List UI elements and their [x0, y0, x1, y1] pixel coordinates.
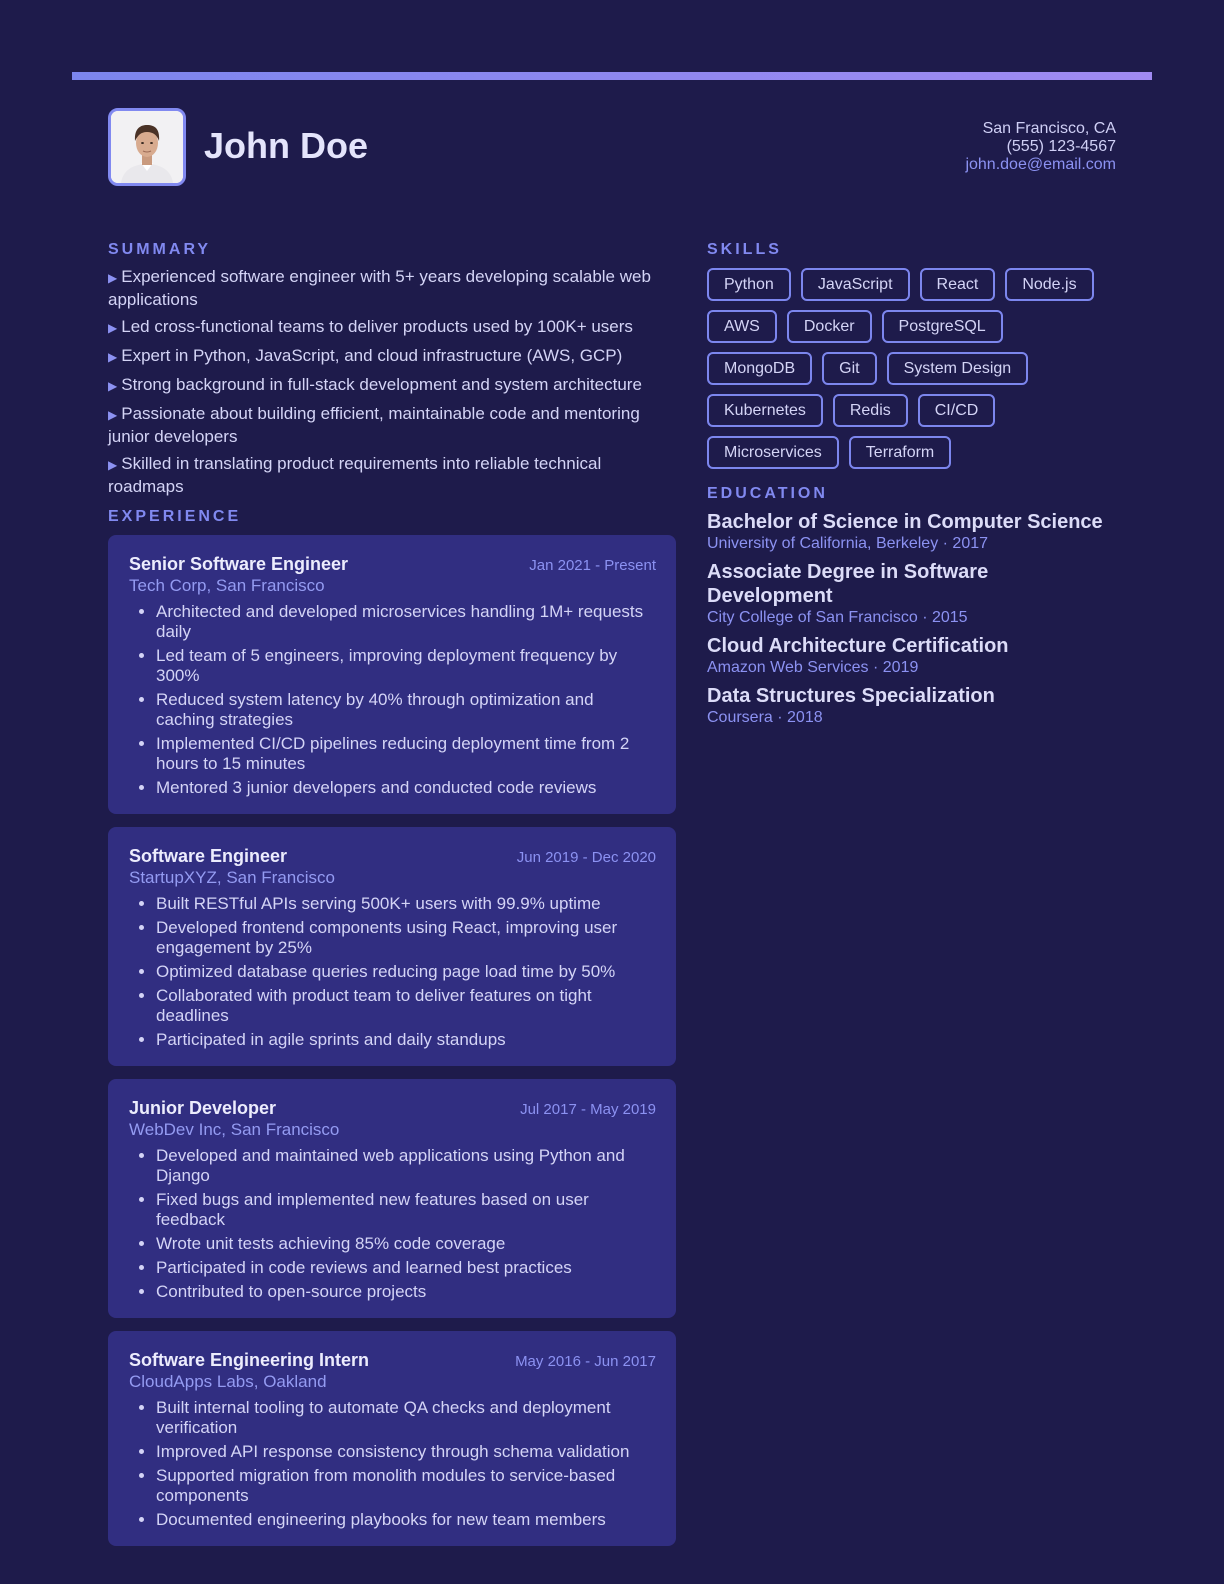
skill-tag: Terraform: [849, 436, 951, 469]
education-degree: Associate Degree in Software Development: [707, 561, 989, 607]
location-text: San Francisco, CA: [982, 120, 1116, 137]
job-company: StartupXYZ, San Francisco: [129, 868, 335, 887]
education-school: City College of San Francisco · 2015: [707, 609, 968, 626]
job-role: Junior Developer: [129, 1098, 277, 1118]
person-portrait-icon: [111, 111, 183, 183]
triangle-bullet-icon: ▶: [108, 379, 118, 393]
job-card: [108, 535, 676, 814]
skill-tag: JavaScript: [801, 268, 910, 301]
job-bullet: • Optimized database queries reducing page load time by 50%: [156, 962, 656, 982]
job-bullets: [129, 894, 656, 1050]
job-company: WebDev Inc, San Francisco: [129, 1120, 340, 1139]
skill-tag: AWS: [707, 310, 777, 343]
job-company: CloudApps Labs, Oakland: [129, 1372, 327, 1391]
job-bullet: • Collaborated with product team to deliver features on tight deadlines: [156, 986, 656, 1026]
resume-header: [108, 108, 1116, 186]
job-card: [108, 1079, 676, 1318]
education-list: [707, 510, 1117, 728]
education-entry: [707, 684, 1117, 728]
education-degree: Bachelor of Science in Computer Science: [707, 511, 1103, 533]
summary-item: [108, 345, 676, 368]
job-bullet: • Built internal tooling to automate QA checks and deployment verification: [156, 1398, 656, 1438]
summary-heading: SUMMARY: [108, 241, 212, 258]
job-role: Software Engineer: [129, 846, 288, 866]
job-date: May 2016 - Jun 2017: [515, 1353, 656, 1370]
phone-text: (555) 123-4567: [1006, 138, 1116, 155]
education-school: University of California, Berkeley · 2017: [707, 535, 989, 552]
summary-item: [108, 374, 676, 397]
job-bullet: • Fixed bugs and implemented new features based on user feedback: [156, 1190, 656, 1230]
job-bullets: [129, 1146, 656, 1302]
skill-tag: Microservices: [707, 436, 839, 469]
summary-item-text: Strong background in full-stack development and system architecture: [121, 375, 642, 394]
skill-tag: Python: [707, 268, 791, 301]
job-card: [108, 1331, 676, 1546]
email-link[interactable]: john.doe@email.com: [965, 156, 1116, 173]
job-bullet: • Supported migration from monolith modules to service-based components: [156, 1466, 656, 1506]
education-degree: Data Structures Specialization: [707, 685, 995, 707]
job-card: [108, 827, 676, 1066]
job-bullet: • Wrote unit tests achieving 85% code coverage: [156, 1234, 656, 1254]
education-entry: [707, 634, 1117, 678]
job-bullet: • Participated in code reviews and learned best practices: [156, 1258, 656, 1278]
contact-info: [965, 120, 1116, 174]
accent-bar: [72, 72, 1152, 80]
job-date: Jun 2019 - Dec 2020: [516, 849, 656, 866]
job-bullet: • Architected and developed microservices handling 1M+ requests daily: [156, 602, 656, 642]
experience-heading: EXPERIENCE: [108, 508, 242, 525]
job-bullet: • Mentored 3 junior developers and conducted code reviews: [156, 778, 656, 798]
job-bullets: [129, 602, 656, 798]
triangle-bullet-icon: ▶: [108, 271, 118, 285]
job-role: Senior Software Engineer: [129, 554, 349, 574]
skill-tag: Kubernetes: [707, 394, 823, 427]
job-bullet: • Reduced system latency by 40% through optimization and caching strategies: [156, 690, 656, 730]
skill-tag: System Design: [887, 352, 1029, 385]
triangle-bullet-icon: ▶: [108, 458, 118, 472]
job-date: Jul 2017 - May 2019: [520, 1101, 656, 1118]
education-entry: [707, 560, 1117, 628]
job-bullet: • Developed and maintained web applications using Python and Django: [156, 1146, 656, 1186]
job-bullet: • Contributed to open-source projects: [156, 1282, 656, 1302]
education-heading: EDUCATION: [707, 485, 828, 502]
job-bullet: • Participated in agile sprints and daily standups: [156, 1030, 656, 1050]
summary-item: [108, 266, 676, 310]
skill-tag: PostgreSQL: [882, 310, 1003, 343]
job-date: Jan 2021 - Present: [529, 557, 656, 574]
job-header: [129, 1097, 656, 1119]
job-company: Tech Corp, San Francisco: [129, 576, 325, 595]
summary-item: [108, 453, 676, 497]
skill-tag: MongoDB: [707, 352, 812, 385]
experience-list: [108, 535, 676, 1546]
summary-item: [108, 403, 676, 447]
triangle-bullet-icon: ▶: [108, 408, 118, 422]
job-bullet: • Implemented CI/CD pipelines reducing deployment time from 2 hours to 15 minutes: [156, 734, 656, 774]
education-school: Amazon Web Services · 2019: [707, 659, 919, 676]
summary-item-text: Experienced software engineer with 5+ years developing scalable web applications: [108, 267, 651, 309]
job-header: [129, 1349, 656, 1371]
triangle-bullet-icon: ▶: [108, 321, 118, 335]
skills-heading: SKILLS: [707, 241, 782, 258]
right-column: [707, 240, 1117, 734]
skill-tag: React: [920, 268, 996, 301]
summary-item-text: Passionate about building efficient, maintainable code and mentoring junior developers: [108, 404, 640, 446]
education-school: Coursera · 2018: [707, 709, 823, 726]
job-bullet: • Documented engineering playbooks for new team members: [156, 1510, 656, 1530]
summary-item-text: Led cross-functional teams to deliver products used by 100K+ users: [121, 317, 633, 336]
job-bullet: • Developed frontend components using React, improving user engagement by 25%: [156, 918, 656, 958]
education-entry: [707, 510, 1117, 554]
skills-list: [707, 268, 1117, 478]
job-header: [129, 845, 656, 867]
skill-tag: CI/CD: [918, 394, 996, 427]
skill-tag: Docker: [787, 310, 872, 343]
job-role: Software Engineering Intern: [129, 1350, 370, 1370]
education-degree: Cloud Architecture Certification: [707, 635, 1009, 657]
triangle-bullet-icon: ▶: [108, 350, 118, 364]
candidate-name: John Doe: [204, 125, 369, 166]
skill-tag: Redis: [833, 394, 908, 427]
left-column: [108, 240, 676, 1559]
summary-list: [108, 266, 676, 497]
job-bullet: • Improved API response consistency through schema validation: [156, 1442, 656, 1462]
job-header: [129, 553, 656, 575]
profile-photo: [108, 108, 186, 186]
summary-item: [108, 316, 676, 339]
summary-item-text: Skilled in translating product requirements into reliable technical roadmaps: [108, 454, 602, 496]
skill-tag: Git: [822, 352, 876, 385]
job-bullets: [129, 1398, 656, 1530]
skill-tag: Node.js: [1005, 268, 1093, 301]
job-bullet: • Led team of 5 engineers, improving deployment frequency by 300%: [156, 646, 656, 686]
job-bullet: • Built RESTful APIs serving 500K+ users with 99.9% uptime: [156, 894, 656, 914]
summary-item-text: Expert in Python, JavaScript, and cloud infrastructure (AWS, GCP): [121, 346, 623, 365]
